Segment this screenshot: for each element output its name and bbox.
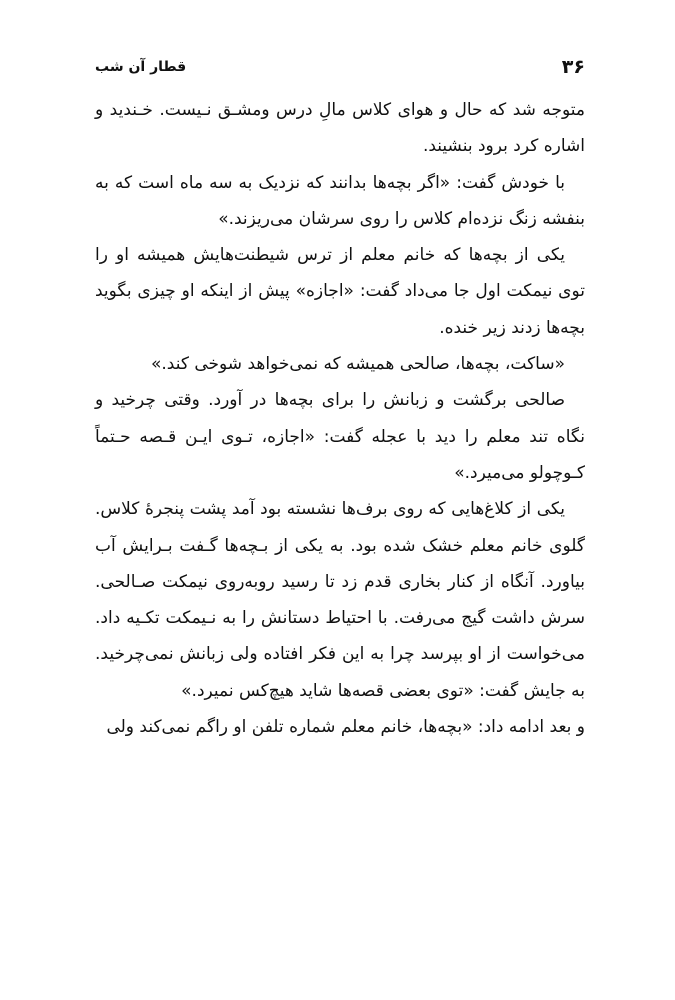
paragraph: صالحی برگشت و زبانش را برای بچه‌ها در آورد. وقتی چرخید و نگاه تند معلم را دید با عجله گفت: «اجازه، تـوی ایـن قـصه حـتماً کـوچولو می‌میرد.»	[95, 390, 585, 483]
page-header	[95, 54, 585, 80]
paragraph: یکی از کلاغ‌هایی که روی برف‌ها نشسته بود آمد پشت پنجرهٔ کلاس. گلوی خانم معلم خشک شده بود. به یکی از بـچه‌ها گـفت بـرایش آب بیاورد. آنگاه از کنار بخاری قدم زد تا رسید روبه‌روی نیمکت صـالحی. سرش داشت گیج می‌رفت. با احتیاط دستانش را به نـیمکت تکـیه داد. می‌خواست از او بپرسد چرا به این فکر افتاده ولی زبانش نمی‌چرخید. به جایش گفت: «توی بعضی قصه‌ها شاید هیچ‌کس نمیرد.»	[95, 499, 585, 701]
paragraph: یکی از بچه‌ها که خانم معلم از ترس شیطنت‌هایش همیشه او را توی نیمکت اول جا می‌داد گفت: «اجازه» پیش از اینکه او چیزی بگوید بچه‌ها زدند زیر خنده.	[95, 245, 585, 338]
paragraph: متوجه شد که حال و هوای کلاس مالِ درس ومشـق نـیست. خـندید و اشاره کرد برود بنشیند.	[95, 100, 585, 157]
paragraph: «ساکت، بچه‌ها، صالحی همیشه که نمی‌خواهد شوخی کند.»	[150, 354, 565, 375]
paragraph: و بعد ادامه داد: «بچه‌ها، خانم معلم شماره تلفن او راگم نمی‌کند ولی	[106, 717, 585, 738]
paragraph: با خودش گفت: «اگر بچه‌ها بدانند که نزدیک به سه ماه است که به بنفشه زنگ نزده‌ام کلاس را روی سرشان می‌ریزند.»	[95, 172, 585, 229]
page-number: ۳۶	[561, 56, 585, 78]
running-title: قطار آن شب	[95, 59, 187, 75]
body-text	[95, 92, 585, 745]
